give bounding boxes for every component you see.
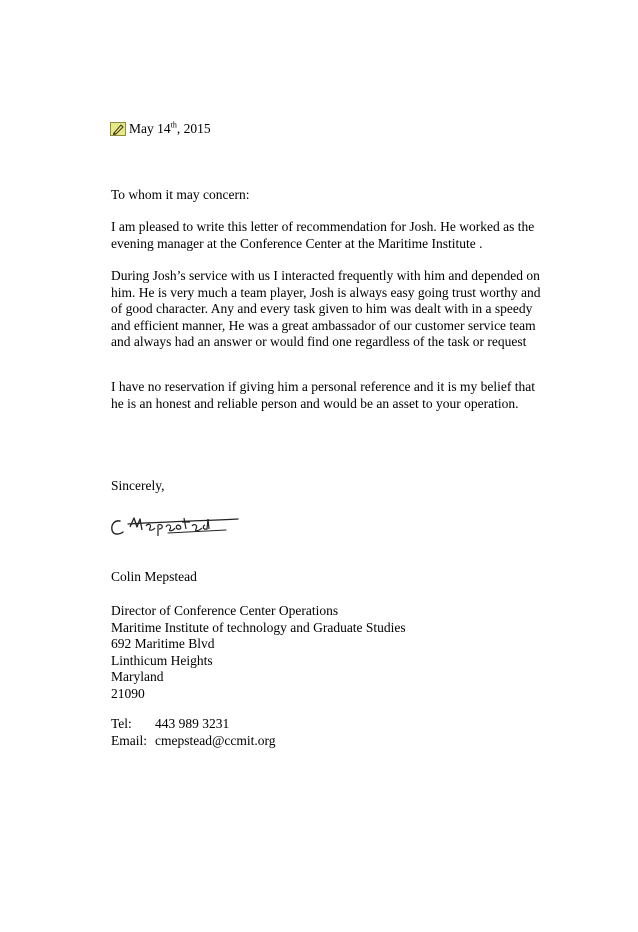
contact-info: [111, 716, 541, 749]
handwritten-signature: [108, 505, 248, 545]
state-line: Maryland: [111, 669, 164, 684]
paragraph-1-text: I am pleased to write this letter of recommendation for Josh. He worked as the evening manager at the Conference Center at the Maritime Institute .: [111, 219, 535, 251]
zip-line: 21090: [111, 685, 145, 701]
tel-row: [111, 716, 541, 733]
paragraph-1: [111, 219, 541, 252]
signer-name-text: Colin Mepstead: [111, 569, 197, 584]
email-value[interactable]: cmepstead@ccmit.org: [155, 732, 276, 748]
date-month-day: May 14: [129, 121, 171, 136]
paragraph-2: [111, 268, 541, 351]
closing: [111, 478, 541, 495]
organization-line: Maritime Institute of technology and Graduate Studies: [111, 619, 406, 635]
paragraph-3: [111, 379, 541, 412]
paragraph-2-text: During Josh’s service with us I interacted frequently with him and depended on him. He is very much a team player, Josh is always easy going trust worthy and of good character. Any and every task given to him was dealt with in a speedy and efficient manner, He was a great ambassador of our customer service team and always had an answer or would find one regardless of the task or request: [111, 268, 541, 349]
title-line: Director of Conference Center Operations: [111, 603, 339, 618]
street-line: 692 Maritime Blvd: [111, 636, 215, 651]
closing-text: Sincerely,: [111, 478, 165, 493]
tel-value: 443 989 3231: [155, 716, 230, 731]
date-suffix: th: [170, 120, 177, 130]
email-label: Email:: [111, 732, 147, 748]
signer-name: [111, 569, 541, 586]
paragraph-3-text: I have no reservation if giving him a personal reference and it is my belief that he is an honest and reliable person and would be an asset to your operation.: [111, 379, 535, 411]
date-year: , 2015: [176, 121, 211, 136]
letter-date: [129, 121, 211, 138]
signer-title-address: [111, 603, 541, 702]
sticky-note-icon[interactable]: [110, 122, 126, 136]
tel-label: Tel:: [111, 716, 132, 731]
city-line: Linthicum Heights: [111, 652, 213, 668]
email-row: [111, 733, 541, 750]
salutation: [111, 187, 541, 204]
date-line: [110, 121, 211, 138]
salutation-text: To whom it may concern:: [111, 187, 250, 202]
